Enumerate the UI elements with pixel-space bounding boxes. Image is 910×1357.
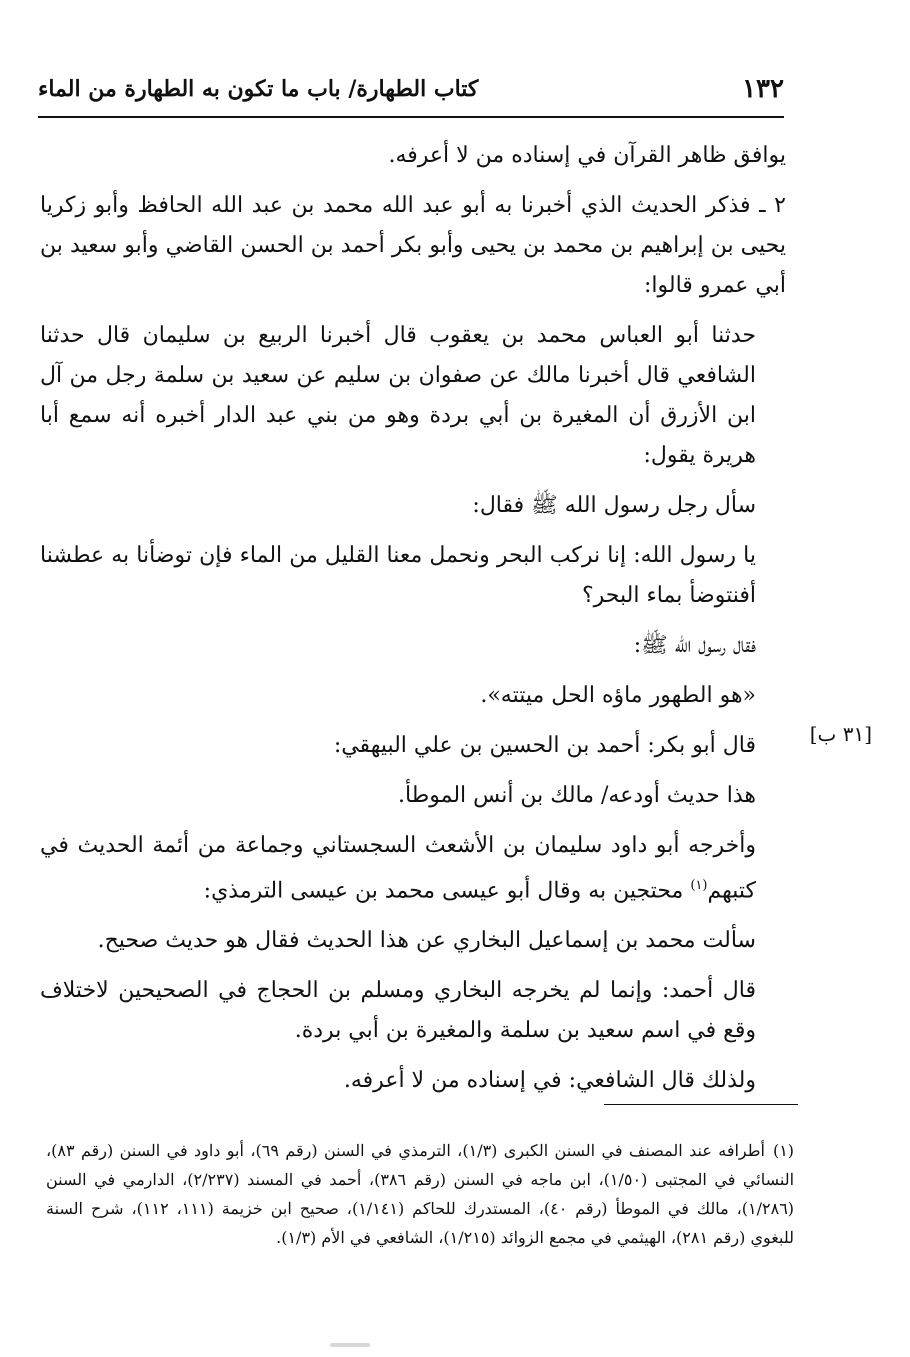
page-number: ١٣٢ — [742, 74, 784, 104]
paragraph: حدثنا أبو العباس محمد بن يعقوب قال أخبرنا الربيع بن سليمان قال حدثنا الشافعي قال أخبرنا مالك عن صفوان بن سليم عن سعيد بن سلمة رجل من آل ابن الأزرق أن المغيرة بن أبي بردة وهو من بني عبد الدار أخبره أنه سمع أبا هريرة يقول: — [40, 323, 756, 468]
paragraph: قال أحمد: وإنما لم يخرجه البخاري ومسلم بن الحجاج في الصحيحين لاختلاف وقع في اسم سعيد بن سلمة والمغيرة بن أبي بردة. — [40, 978, 756, 1044]
hadith-text: «هو الطهور ماؤه الحل ميتته». — [480, 683, 756, 708]
paragraph — [40, 826, 786, 911]
paragraph: يا رسول الله: إنا نركب البحر ونحمل معنا القليل من الماء فإن توضأنا به عطشنا أفنتوضأ بماء البحر؟ — [40, 543, 756, 608]
paragraph: ٢ ـ فذكر الحديث الذي أخبرنا به أبو عبد الله محمد بن عبد الله الحافظ وأبو زكريا يحيى بن إبراهيم بن محمد بن يحيى وأبو بكر أحمد بن الحسن القاضي وأبو سعيد بن أبي عمرو قالوا: — [40, 193, 786, 298]
manuscript-folio-note: [٣١ ب] — [809, 722, 872, 746]
paragraph: فقال رسول الله ﷺ: — [633, 633, 756, 658]
footnote-text: أطرافه عند المصنف في السنن الكبرى (١/٣)، الترمذي في السنن (رقم ٦٩)، أبو داود في السنن (رقم ٨٣)، النسائي في المجتبى (١/٥٠)، ابن ماجه في السنن (رقم ٣٨٦)، أحمد في المسند (٢/٢٣٧)، الدارمي في السنن (١/٢٨٦)، مالك في الموطأ (رقم ٤٠)، المستدرك للحاكم (١/١٤١)، صحيح ابن خزيمة (١١١، ١١٢)، شرح السنة للبغوي (رقم ٢٨١)، الهيثمي في مجمع الزوائد (١/٢١٥)، الشافعي في الأم (١/٣). — [46, 1141, 795, 1247]
main-text — [40, 136, 786, 1111]
paragraph: سأل رجل رسول الله ﷺ فقال: — [472, 493, 756, 518]
paragraph: قال أبو بكر: أحمد بن الحسين بن علي البيهقي: — [333, 733, 756, 758]
paragraph: هذا حديث أودعه/ مالك بن أنس الموطأ. — [398, 783, 756, 808]
footnotes — [46, 1136, 794, 1252]
paragraph-part: وأخرجه أبو داود سليمان بن الأشعث السجستاني وجماعة من أئمة الحديث في كتبهم — [40, 833, 756, 904]
running-title: كتاب الطهارة/ باب ما تكون به الطهارة من الماء — [38, 76, 479, 102]
paragraph: ولذلك قال الشافعي: في إسناده من لا أعرفه. — [343, 1068, 756, 1094]
page-header — [38, 64, 784, 118]
footnote-number: (١) — [772, 1141, 795, 1160]
scan-smudge — [330, 1343, 370, 1347]
footnote-divider — [604, 1104, 798, 1105]
paragraph: سألت محمد بن إسماعيل البخاري عن هذا الحديث فقال هو حديث صحيح. — [97, 928, 756, 954]
paragraph-part: محتجين به وقال أبو عيسى محمد بن عيسى الترمذي: — [203, 878, 684, 904]
paragraph: يوافق ظاهر القرآن في إسناده من لا أعرفه. — [388, 143, 786, 168]
footnote-marker: (١) — [690, 878, 708, 893]
